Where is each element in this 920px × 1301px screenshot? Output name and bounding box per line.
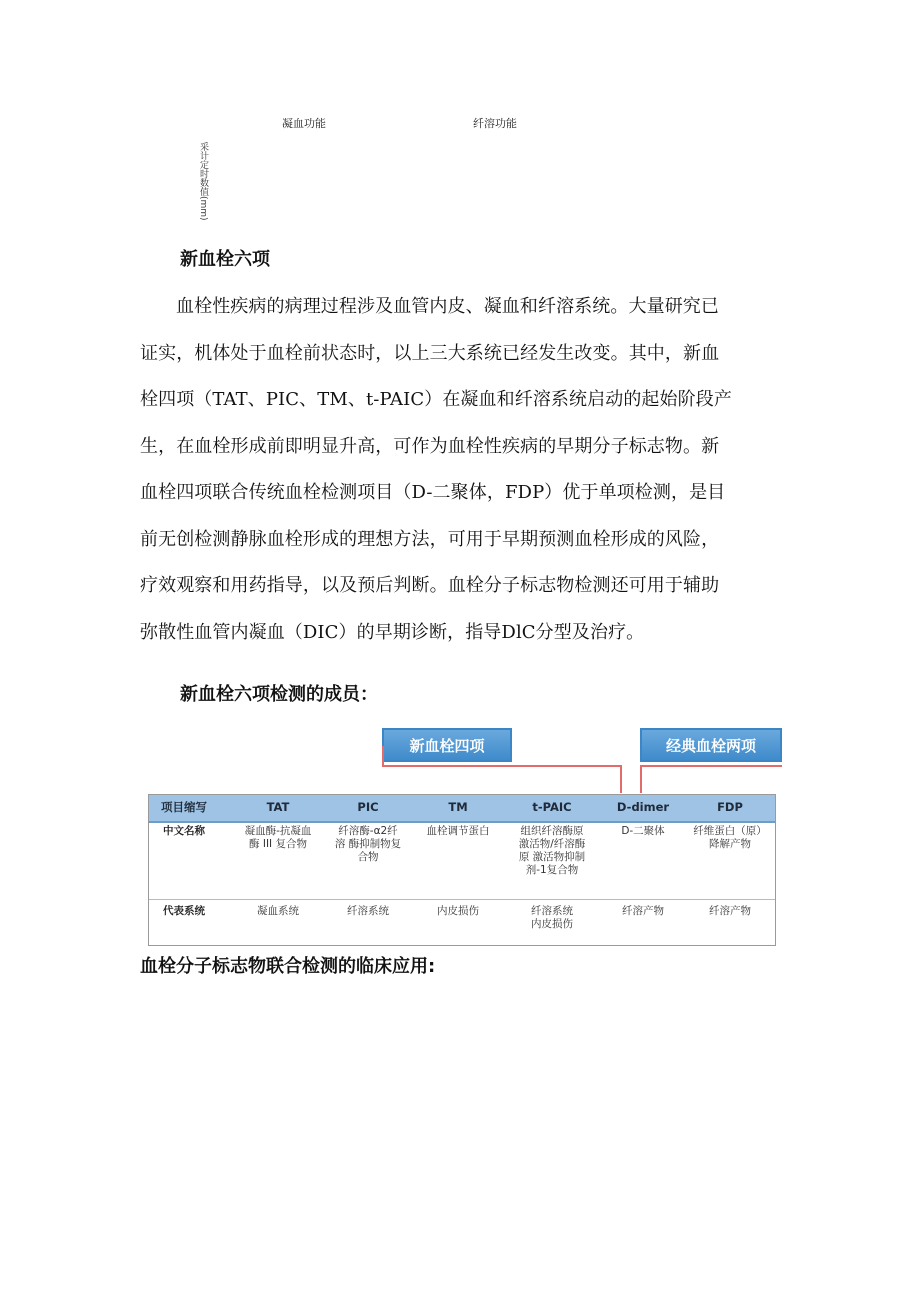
cell-line: 凝血系统	[257, 905, 299, 917]
cell-line: 纤溶产物	[709, 905, 751, 917]
connector-line	[640, 765, 642, 793]
cell-line: 激活物/纤溶酶	[518, 838, 586, 850]
cell-line: 组织纤溶酶原	[520, 825, 584, 837]
cell-line: 纤维蛋白（原）	[693, 825, 767, 837]
cell-line: 纤溶产物	[622, 905, 664, 917]
cell-line: 内皮损伤	[531, 918, 573, 930]
row-label-system: 代表系统	[163, 905, 205, 917]
cell-line: 凝血酶-抗凝血	[244, 825, 312, 837]
table-cell	[503, 825, 601, 877]
cell-line: 剂-1复合物	[525, 864, 579, 876]
table-cell	[323, 905, 413, 918]
figure-label-fibrinolysis: 纤溶功能	[473, 117, 517, 130]
cell-line: 内皮损伤	[437, 905, 479, 917]
section-heading-clinical-application: 血栓分子标志物联合检测的临床应用:	[140, 956, 436, 977]
cell-line: D-二聚体	[621, 825, 665, 837]
cell-line: 原 激活物抑制	[518, 851, 586, 863]
table-cell	[233, 825, 323, 851]
cell-line: 合物	[357, 851, 379, 863]
cell-line: 降解产物	[709, 838, 751, 850]
cell-line: 血栓调节蛋白	[426, 825, 490, 837]
table-cell	[601, 825, 685, 838]
cell-line: 纤溶系统	[347, 905, 389, 917]
connector-line	[382, 765, 620, 767]
paragraph-line: 血栓性疾病的病理过程涉及血管内皮、凝血和纤溶系统。大量研究已	[176, 296, 719, 317]
table-cell	[503, 905, 601, 931]
table-header-cell: TM	[448, 800, 468, 814]
table-header-cell: t-PAIC	[532, 800, 572, 814]
figure-label-coagulation: 凝血功能	[282, 117, 326, 130]
body-paragraph	[140, 284, 790, 656]
table-cell	[323, 825, 413, 864]
cell-line: 酶 III 复合物	[249, 838, 307, 850]
connector-line	[382, 746, 384, 766]
group-tag-new-four: 新血栓四项	[382, 728, 512, 762]
paragraph-line: 证实，机体处于血栓前状态时，以上三大系统已经发生改变。其中，新血	[140, 342, 720, 364]
table-cell	[233, 905, 323, 918]
table-header-cell: FDP	[717, 800, 743, 814]
table-header-cell: PIC	[357, 800, 379, 814]
section-heading-six-items: 新血栓六项	[180, 249, 270, 270]
row-divider	[149, 899, 775, 900]
paragraph-line: 栓四项（TAT、PIC、TM、t-PAIC）在凝血和纤溶系统启动的起始阶段产	[140, 389, 732, 410]
table-cell	[685, 905, 775, 918]
connector-line	[620, 765, 622, 793]
connector-line	[640, 765, 782, 767]
table-header-cell: TAT	[266, 800, 290, 814]
table-header-cell: 项目缩写	[161, 800, 207, 814]
table-cell	[601, 905, 685, 918]
section-heading-members: 新血栓六项检测的成员：	[180, 684, 378, 705]
group-tag-classic-two: 经典血栓两项	[640, 728, 782, 762]
paragraph-line: 疗效观察和用药指导，以及预后判断。血栓分子标志物检测还可用于辅助	[140, 575, 720, 596]
table-header-cell: D-dimer	[616, 800, 670, 814]
paragraph-line: 生，在血栓形成前即明显升高，可作为血栓性疾病的早期分子标志物。新	[140, 435, 720, 457]
table-cell	[685, 825, 775, 851]
figure-axis-label: 采计定时数值(mm)	[198, 142, 208, 221]
table-cell	[413, 905, 503, 918]
row-label-chinese-name: 中文名称	[163, 825, 205, 837]
cell-line: 纤溶酶-α2纤	[338, 825, 398, 837]
members-figure	[140, 724, 790, 949]
paragraph-line: 弥散性血管内凝血（DIC）的早期诊断，指导DlC分型及治疗。	[140, 621, 645, 643]
cell-line: 纤溶系统	[531, 905, 573, 917]
paragraph-line: 血栓四项联合传统血栓检测项目（D-二聚体，FDP）优于单项检测，是目	[140, 482, 726, 503]
members-table	[148, 794, 776, 946]
paragraph-line: 前无创检测静脉血栓形成的理想方法，可用于早期预测血栓形成的风险，	[140, 528, 720, 550]
cell-line: 溶 酶抑制物复	[334, 838, 402, 850]
table-cell	[413, 825, 503, 838]
